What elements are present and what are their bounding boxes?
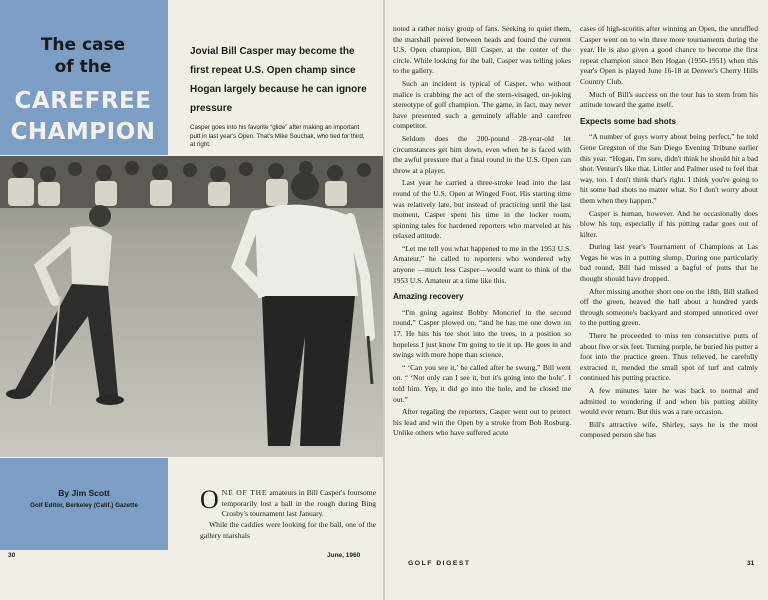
subheading: Expects some bad shots [580, 116, 677, 126]
masthead-footer: GOLF DIGEST [408, 560, 471, 567]
paragraph: Bill's attractive wife, Shirley, says he is the most composed person she has [580, 419, 758, 440]
issue-date: June, 1960 [327, 552, 361, 559]
right-page [385, 0, 768, 600]
paragraph: After regaling the reporters, Casper went out to protect his lead and win the Open by a stroke from Bob Rosburg. Unlike others who have suffered acute [393, 407, 571, 438]
paragraph: “I'm going against Bobby Moncrief in the second round,” Casper plowed on, “and he has me one down on 17. He hits his tee shot into the trees, in a position so hopeless I just know I'm going to tie it up. He goes in and swings with more hope than science. [393, 307, 571, 360]
drop-cap: O [200, 485, 219, 514]
paragraph: During last year's Tournament of Champions at Las Vegas he was in a putting slump. During one particularly bad round, Bill had missed a bagful of putts that he thought should have dropped. [580, 242, 758, 284]
article-opening [200, 485, 377, 542]
title-line-3: CAREFREE [14, 88, 152, 114]
paragraph: After missing another short one on the 18th, Bill stalked off the green, heaved the ball about a hundred yards through someone's backyard and stomped unnoticed over to the putting green. [580, 286, 758, 328]
paragraph: “ ‘Can you see it,’ he called after he swung,” Bill went on. “ ‘Not only can I see it, but it's going into the hole’. I told him. Yep, it did go into the hole, and he closed me out.” [393, 362, 571, 404]
paragraph: There he proceeded to miss ten consecutive putts of about five or six feet. Turning purple, he buried his putter a foot into the practice green. Thus relieved, he carefully extracted it, mended the small spot of turf and calmly continued his putting practice. [580, 331, 758, 383]
paragraph: Much of Bill's success on the tour has to stem from his attitude toward the game itself. [580, 89, 758, 110]
paragraph: Casper is human, however. And he occasionally does blow his top, especially if his putting radar goes out of kilter. [580, 208, 758, 239]
column-2 [580, 24, 758, 443]
author-affiliation: Golf Editor, Berkeley (Calif.) Gazette [30, 502, 138, 509]
lead-caps: NE OF THE [221, 488, 268, 497]
paragraph: “Let me tell you what happened to me in the 1953 U.S. Amateur,” he called to reporters who wondered why anyone —much less Casper—would want to think of the 1953 U.S. Amateur at a time like this. [393, 243, 571, 285]
column-1 [393, 24, 571, 441]
left-page [0, 0, 383, 600]
paragraph: Last year he carried a three-stroke lead into the last round of the U.S. Open at Winged Foot. His starting time was relatively late, but instead of practicing until the last moment, Casper spent his time in the locker room, spinning tales for hardened reporters who marveled at his relaxed attitude. [393, 178, 571, 241]
lead-paragraph [200, 485, 377, 520]
title-line-1: The case [40, 35, 126, 55]
paragraph: noted a rather noisy group of fans. Seeking to quiet them, the marshall peered between heads and found the current U.S. Open champion, Bill Casper, at the center of the circle. While looking for the ball, Casper was telling jokes to the gallery. [393, 24, 571, 76]
paragraph: Such an incident is typical of Casper, who without malice is crabbing the act of the stern-visaged, un-joking stereotype of golf champion. The game, in fact, may never have presented such a genuinely affable and carefree competitor. [393, 78, 571, 131]
photo-caption: Casper goes into his favorite “glide” after making an important putt in last year's Open. That's Mike Souchak, who tied for third, at right. [190, 124, 365, 148]
page-number-right: 31 [747, 560, 755, 567]
paragraph: Seldom does the 200-pound 28-year-old let circumstances get him down, even when he is faced with the awful pressure that a final round in the U.S. Open can throw at a player. [393, 133, 571, 175]
golf-photo [0, 156, 383, 457]
author-name: By Jim Scott [58, 488, 110, 498]
golf-photo-illustration [0, 156, 383, 457]
lead-text: amateurs in Bill Casper's foursome temporarily lost a ball in the rough during Bing Crosby's tournament last January. [221, 488, 377, 519]
title-line-4: CHAMPION [10, 119, 156, 145]
byline [0, 488, 168, 509]
paragraph: “A number of guys worry about being perfect,” he told Gene Gregston of the San Diego Evening Tribune earlier this year. “Hogan, I'm sure, didn't think he should hit a bad shot. Venturi's like that. Littler and Palmer used to feel that way, too. I don't think that's right. I think you're going to hit some bad shots no matter what. So I don't worry about them when they happen.” [580, 132, 758, 205]
title-line-2: of the [54, 57, 112, 77]
paragraph: A few minutes later he was back to normal and admitted to wondering if and when his putting ability would ever return. But this was a rare occasion. [580, 386, 758, 417]
paragraph: While the caddies were looking for the ball, one of the gallery marshals [200, 520, 376, 540]
paragraph: cases of high-scoritis after winning an Open, the unruffled Casper went on to win three more tournaments during the year. He is also given a good chance to become the first repeat champion since Ben Hogan (1950-1951) when this year's Open is played June 16-18 at Denver's Cherry Hills Country Club. [580, 24, 758, 86]
subheading: Amazing recovery [393, 292, 464, 302]
deck-subheadline: Jovial Bill Casper may become the first repeat U.S. Open champ since Hogan largely because he can ignore pressure [190, 46, 367, 114]
page-number-left: 30 [8, 552, 16, 559]
